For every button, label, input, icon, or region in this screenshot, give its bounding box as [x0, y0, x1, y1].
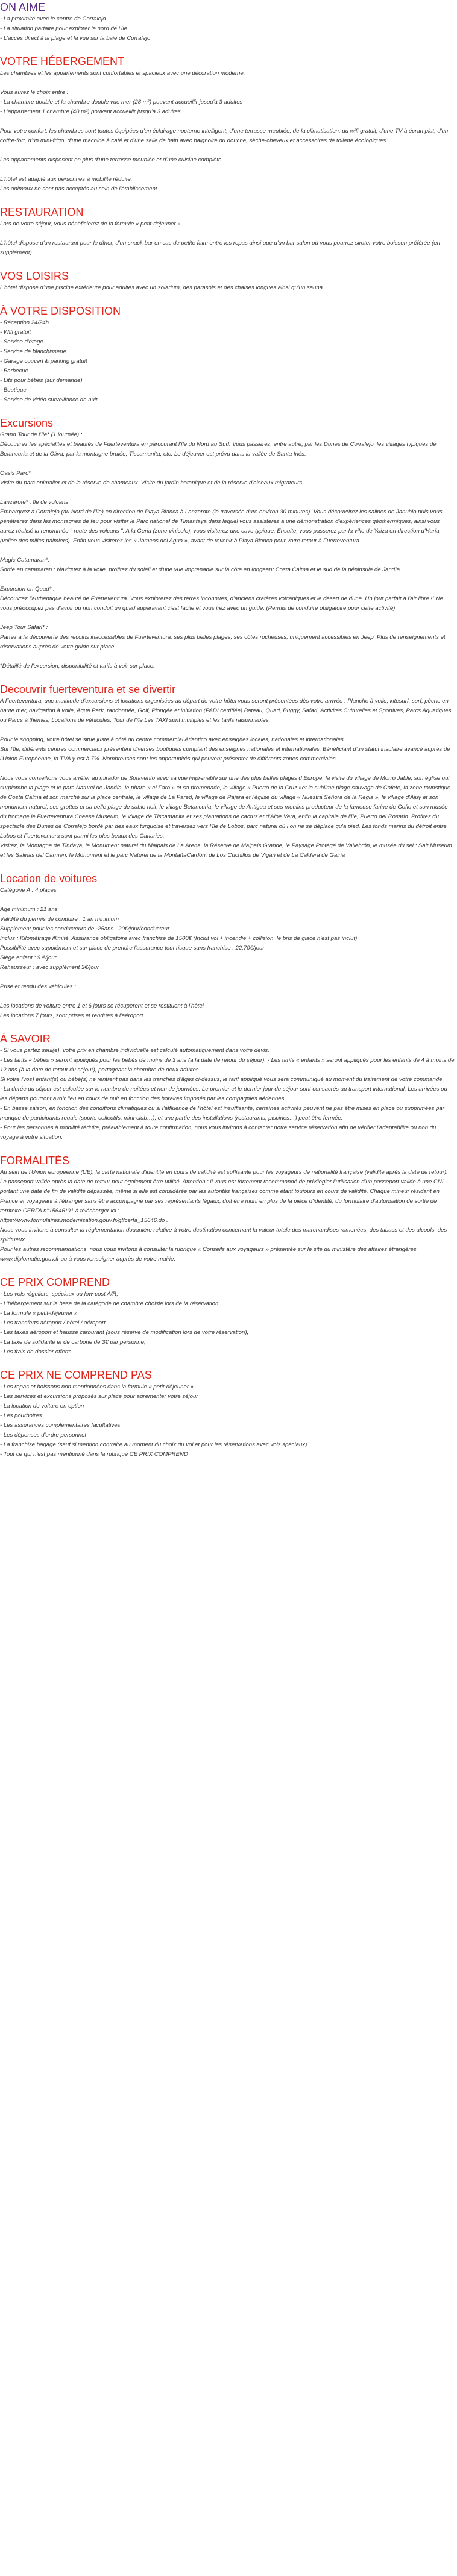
section-title-disposition: À VOTRE DISPOSITION — [0, 305, 121, 317]
list-item: - Les tarifs « bébés » seront appliqués pour les bébés de moins de 3 ans (à la date de retour du séjour). - Les tarifs « enfants » seront appliqués pour les enfants de 4 à moins de 12 ans (à la date de retour du séjour), partageant la chambre de deux adultes. — [0, 1057, 455, 1073]
excursion-title: Grand Tour de l'île* (1 journée) : — [0, 431, 83, 438]
list-item: - Les transferts aéroport / hôtel / aéroport — [0, 1320, 106, 1326]
cerfa-link[interactable]: https://www.formulaires.modernisation.gouv.fr/gf/cerfa_15646.do . — [0, 1217, 168, 1224]
list-item: - La franchise bagage (sauf si mention contraire au moment du choix du vol et pour les réservations avec vols spéciaux) — [0, 1441, 307, 1448]
list-item: - L'accès direct à la plage et la vue sur la baie de Corralejo — [0, 35, 151, 42]
paragraph: Pour votre confort, les chambres sont toutes équipées d'un éclairage nocturne intelligent, d'une terrasse meublée, de la climatisation, du wifi gratuit, d'une TV à écran plat, d'un coffre-fort, d'un mini-frigo, d'une machine à café et d'une salle de bain avec baignoire ou douche, sèche-cheveux et accessoires de toilette écologiques. — [0, 128, 449, 144]
list-item: - Réception 24/24h — [0, 319, 49, 326]
excursion-note: *Détaillé de l'excursion, disponibilité et tarifs à voir sur place. — [0, 663, 155, 669]
list-item: - Lits pour bébés (sur demande) — [0, 377, 83, 384]
paragraph: Vous aurez le choix entre : — [0, 89, 69, 96]
paragraph: Les chambres et les appartements sont confortables et spacieux avec une décoration moderne. — [0, 70, 245, 77]
section-title-decouvrir: Decouvrir fuerteventura et se divertir — [0, 683, 176, 695]
excursion-description: Découvrez les spécialités et beautés de Fuerteventura en parcourant l'île du Nord au Sud. Vous passerez, entre autre, par les Dunes de Corralejo, les villages typiques de Betancuria et de la Oliva, par la montagne brulée, Tiscamanita, etc. Le déjeuner est prévu dans la vallée de Santa Inés. — [0, 441, 437, 457]
disposition-list — [0, 318, 455, 405]
paragraph: Sur l'île, différents centres commerciaux présentent diverses boutiques comptant des enseignes nationales et internationales. Bénéficiant d'un statut insulaire avancé auprès de l'Union Européenne, la TVA y est à 7%. Nombreuses sont les opportunités qui peuvent présenter de différents zones commerciales. — [0, 746, 450, 762]
paragraph: Prise et rendu des véhicules : — [0, 983, 76, 990]
list-item: - Boutique — [0, 387, 27, 393]
section-title-loisirs: VOS LOISIRS — [0, 270, 69, 282]
section-title-excursions: Excursions — [0, 417, 54, 429]
list-item: Age minimum : 21 ans — [0, 906, 58, 913]
paragraph: Pour le shopping, votre hôtel se situe juste à côté du centre commercial Atlantico avec enseignes locales, nationales et internationales. — [0, 736, 345, 743]
section-title-voitures: Location de voitures — [0, 873, 98, 885]
list-item: - La chambre double et la chambre double vue mer (28 m²) pouvant accueillir jusqu'à 3 adultes — [0, 99, 243, 105]
list-item: Rehausseur : avec supplément 3€/jour — [0, 964, 99, 971]
section-title-hebergement: VOTRE HÉBERGEMENT — [0, 55, 125, 67]
list-item: - Les vols réguliers, spéciaux ou low-cost A/R, — [0, 1291, 118, 1297]
list-item: - L'appartement 1 chambre (40 m²) pouvant accueillir jusqu'à 3 adultes — [0, 108, 181, 115]
list-item: - Garage couvert & parking gratuit — [0, 358, 87, 365]
paragraph: Nous vous conseillons vous arrêter au mirador de Sotavento avec sa vue imprenable sur une des plus belles plages d Europe, la visite du village de Morro Jable, son église qui surplombe la plage et le parc Naturel de Jandía, le phare « el Faro » et sa promenade, le village « Puerto de la Cruz »et la sublime plage sauvage de Cofete, la zone touristique de Costa Calma et son marché sur la place centrale, le village de La Pared, le village de Pajara et l'église du village « Nuestra Señora de la Regla », le village d'Ajuy et son monument naturel, ses grottes et sa belle plage de sable noir, le village Betancuria, le village de Antigua et ses moulins producteur de la fameuse farine de Gofio et son musée du fromage le Fuerteventura Cheese Museum, le village de Tiscamanita et ses plantations de cactus et d'Aloe Vera, enfin la capitale de l'île, Puerto del Rosario. Profitez du spectacle des Dunes de Corralejo bordé par des eaux turquoise et traversez vers l'île de Lobos, parc naturel où l on ne se déplace qu'à pied. Les fonds marins du détroit entre Lobos et Fuerteventura sont parmi les plus beaux des Canaries. — [0, 775, 451, 839]
excursion-title: Jeep Tour Safari* : — [0, 624, 48, 631]
excursion-description: Visite du parc animalier et de la réserve de chameaux. Visite du jardin botanique et de la réserve d'oiseaux migrateurs. — [0, 480, 304, 486]
section-decouvrir — [0, 682, 455, 860]
list-item: - La formule « petit-déjeuner » — [0, 1310, 78, 1317]
section-voitures — [0, 871, 455, 1021]
list-item: - Pour les personnes à mobilité réduite, préalablement à toute confirmation, nous vous invitons à contacter notre service réservation afin de vérifier l'adaptabilité ou non du voyage à votre situation. — [0, 1124, 437, 1141]
list-item: Les locations de voiture entre 1 et 6 jours se récupèrent et se restituent à l'hôtel — [0, 1003, 204, 1009]
list-item: - Les dépenses d'ordre personnel — [0, 1432, 86, 1438]
list-item: - Les repas et boissons non mentionnées dans la formule « petit-déjeuner » — [0, 1384, 194, 1390]
list-item: Inclus : Kilométrage illimité, Assurance obligatoire avec franchise de 1500€ (Inclut vol + incendie + collision, le bris de glace n'est pas inclut) — [0, 935, 358, 942]
list-item: - Si vous partez seul(e), votre prix en chambre individuelle est calculé automatiquement dans votre devis. — [0, 1047, 269, 1054]
excursion-title: Oasis Parc*: — [0, 470, 33, 477]
list-item: - Les taxes aéroport et hausse carburant (sous réserve de modification lors de votre réservation), — [0, 1329, 249, 1336]
section-title-savoir: À SAVOIR — [0, 1033, 51, 1045]
list-item: - La location de voiture en option — [0, 1403, 84, 1409]
excursion-title: Excursion en Quad* : — [0, 586, 55, 592]
paragraph: Visitez, la Montagne de Tindaya, le Monument naturel du Malpais de La Arena, la Réserve de Malpaís Grande, le Paysage Protégé de Vallebrón, le musée du sel : Salt Museum et les Salinas del Carmen, le Monument et le parc Naturel de la MontañaCardón, de Los Cuchillos de Vigán et de La Caldera de Gairia — [0, 842, 452, 859]
section-title-formalites: FORMALITÉS — [0, 1155, 70, 1167]
excursion-description: Sortie en catamaran : Naviguez à la voile, profitez du soleil et d'une vue imprenable sur la côte en longeant Costa Calma et le sud de la péninsule de Jandía. — [0, 566, 402, 573]
section-on-aime — [0, 0, 455, 43]
paragraph: Lors de votre séjour, vous bénéficierez de la formule « petit-déjeuner ». — [0, 221, 183, 227]
paragraph: Les appartements disposent en plus d'une terrasse meublée et d'une cuisine complète. — [0, 157, 224, 163]
list-item: Siège enfant : 9 €/jour — [0, 954, 57, 961]
list-item: Les locations 7 jours, sont prises et rendues à l'aéroport — [0, 1012, 143, 1019]
section-loisirs — [0, 269, 455, 293]
excursion-title: Magic Catamaran*: — [0, 557, 50, 563]
section-prix-comprend — [0, 1275, 455, 1357]
excursion-description: Embarquez à Corralejo (au Nord de l'île) en direction de Playa Blanca à Lanzarote (la traversée dure environ 30 minutes). Vous découvrirez les salines de Janubio puis vous pénétrerez dans les montagnes de feu pour visiter le Parc national de Timanfaya dans lequel vous assisterez à une démonstration d'expériences géothermiques, ainsi vous aurez réalisé la renommée " route des volcans ". A la Geria (zone vinicole), vous visiterez une cave typique. Ensuite, vous passerez par la ville de Yaiza en direction d'Haria (vallée des milles palmiers). Enfin vous visiterez les « Jameos del Agua », avant de revenir à Playa Blanca pour votre retour à Fuerteventura. — [0, 509, 443, 544]
section-disposition — [0, 304, 455, 405]
paragraph: A Fuerteventura, une multitude d'excursions et locations organisées au départ de votre hôtel vous seront présentées dès votre arrivée : Planche à voile, kitesurf, surf, pêche en haute mer, navigation à voile, Aqua Park, randonnée, Golf, Plongée et initiation (PADI certifiée) Bateau, Quad, Buggy, Safari, Activités Culturelles et Sportives, Parcs Aquatiques ou Parcs à thèmes, Locations de véhicules, Tour de l'île,Les TAXI sont multiples et les tarifs raisonnables. — [0, 698, 452, 724]
paragraph: L'hôtel est adapté aux personnes à mobilité réduite. — [0, 176, 133, 183]
list-item: - Wifi gratuit — [0, 329, 31, 336]
section-prix-ne-comprend — [0, 1368, 455, 1459]
list-item: - La taxe de solidarité et de carbone de 3€ par personne, — [0, 1339, 146, 1346]
paragraph: Pour les autres recommandations, nous vous invitons à consulter la rubrique « Conseils aux voyageurs » présentée sur le site du ministère des affaires étrangères www.diplomatie.gouv.fr ou à vous renseigner auprès de votre mairie. — [0, 1246, 417, 1262]
list-item: - L'hébergement sur la base de la catégorie de chambre choisie lors de la réservation, — [0, 1300, 220, 1307]
list-item: - Les services et excursions proposés sur place pour agrémenter votre séjour — [0, 1393, 198, 1400]
list-item: - En basse saison, en fonction des conditions climatiques ou si l'affluence de l'hôtel est insuffisante, certaines activités peuvent ne pas être mises en place ou supprimées par manque de participants requis (sports collectifs, mini-club…), et une partie des installations (restaurants, piscines…) peut être fermée. — [0, 1105, 444, 1121]
paragraph: L'hôtel dispose d'une piscine extérieure pour adultes avec un solarium, des parasols et des chaises longues ainsi qu'un sauna. — [0, 284, 324, 291]
list-item: - La durée du séjour est calculée sur le nombre de nuitées et non de journées. Le premier et le dernier jour du séjour sont consacrés au transport international. Les arrivées ou les départs pourront avoir lieu en cours de nuit en fonction des horaires imposés par les compagnies aériennes. — [0, 1086, 447, 1102]
paragraph: Nous vous invitons à consulter la réglementation douanière relative à votre destination concernant la valeur totale des marchandises ramenées, des tabacs et des alcools, des spiritueux. — [0, 1227, 447, 1243]
list-item: - La proximité avec le centre de Corralejo — [0, 16, 106, 22]
list-item: Validité du permis de conduire : 1 an minimum — [0, 916, 119, 923]
section-formalites — [0, 1153, 455, 1264]
list-item: - La situation parfaite pour explorer le nord de l'île — [0, 25, 127, 32]
excursion-title: Lanzarote* : île de volcans — [0, 499, 69, 506]
section-title-prix-comprend: CE PRIX COMPREND — [0, 1276, 110, 1288]
section-title-on-aime: ON AIME — [0, 1, 46, 13]
paragraph: Au sein de l'Union européenne (UE), la carte nationale d'identité en cours de validité est suffisante pour les voyageurs de nationalité française (validité après la date de retour). Le passeport valide après la date de retour peut également être utilisé. Attention : il vous est fortement recommandé de privilégier l'utilisation d'un passeport valide à une CNI portant une date de fin de validité dépassée, même si elle est considérée par les autorités françaises comme étant toujours en cours de validité. Chaque mineur résidant en France et voyageant à l'étranger sans être accompagné par ses représentants légaux, doit être muni en plus de la pièce d'identité, du formulaire d'autorisation de sortie de territoire CERFA n°15646*01 à télécharger ici : — [0, 1169, 448, 1214]
section-savoir — [0, 1032, 455, 1142]
list-item: - Les pourboires — [0, 1412, 42, 1419]
list-item: - Service d'étage — [0, 339, 43, 345]
section-title-prix-ne-comprend: CE PRIX NE COMPREND PAS — [0, 1369, 152, 1381]
list-item: - Les frais de dossier offerts. — [0, 1349, 74, 1355]
list-item: - Barbecue — [0, 368, 28, 374]
list-item: Si votre (vos) enfant(s) ou bébé(s) ne rentrent pas dans les tranches d'âges ci-dessus, le tarif appliqué vous sera communiqué au moment du traitement de votre commande. — [0, 1076, 444, 1083]
paragraph: L'hôtel dispose d'un restaurant pour le dîner, d'un snack bar en cas de petite faim entre les repas ainsi que d'un bar salon où vous pourrez siroter votre boisson préférée (en supplément). — [0, 240, 440, 256]
paragraph: Les animaux ne sont pas acceptés au sein de l'établissement. — [0, 186, 159, 192]
list-item: - Service de blanchisserie — [0, 348, 66, 355]
section-excursions — [0, 416, 455, 671]
list-item: Possibilité avec supplément et sur place de prendre l'assurance tout risque sans franchise : 22.70€/jour — [0, 945, 265, 951]
list-item: Supplément pour les conducteurs de -25ans : 20€/jour/conducteur — [0, 926, 170, 932]
excursion-description: Découvrez l'authentique beauté de Fuerteventura. Vous explorerez des terres inconnues, d'anciens cratères volcaniques et le désert de dune. Un jour parfait à l'air libre !! Ne vous préoccupez pas d'avoir ou non conduit un quad auparavant c'est facile et vous irez avec un guide. (Permis de conduire obligatoire pour cette activité) — [0, 595, 443, 612]
list-item: - Service de vidéo surveillance de nuit — [0, 396, 98, 403]
list-item: - Les assurances complémentaires facultatives — [0, 1422, 121, 1429]
section-title-restauration: RESTAURATION — [0, 206, 84, 218]
on-aime-list — [0, 14, 455, 43]
section-restauration — [0, 205, 455, 258]
excursion-description: Partez à la découverte des recoins inaccessibles de Fuerteventura, ses plus belles plages, ses côtes rocheuses, uniquement accessibles en Jeep. Plus de renseignements et réservations auprès de votre guide sur place — [0, 634, 446, 650]
section-hebergement — [0, 54, 455, 194]
paragraph: Catégorie A : 4 places — [0, 887, 57, 894]
list-item: - Tout ce qui n'est pas mentionné dans la rubrique CE PRIX COMPREND — [0, 1451, 188, 1458]
